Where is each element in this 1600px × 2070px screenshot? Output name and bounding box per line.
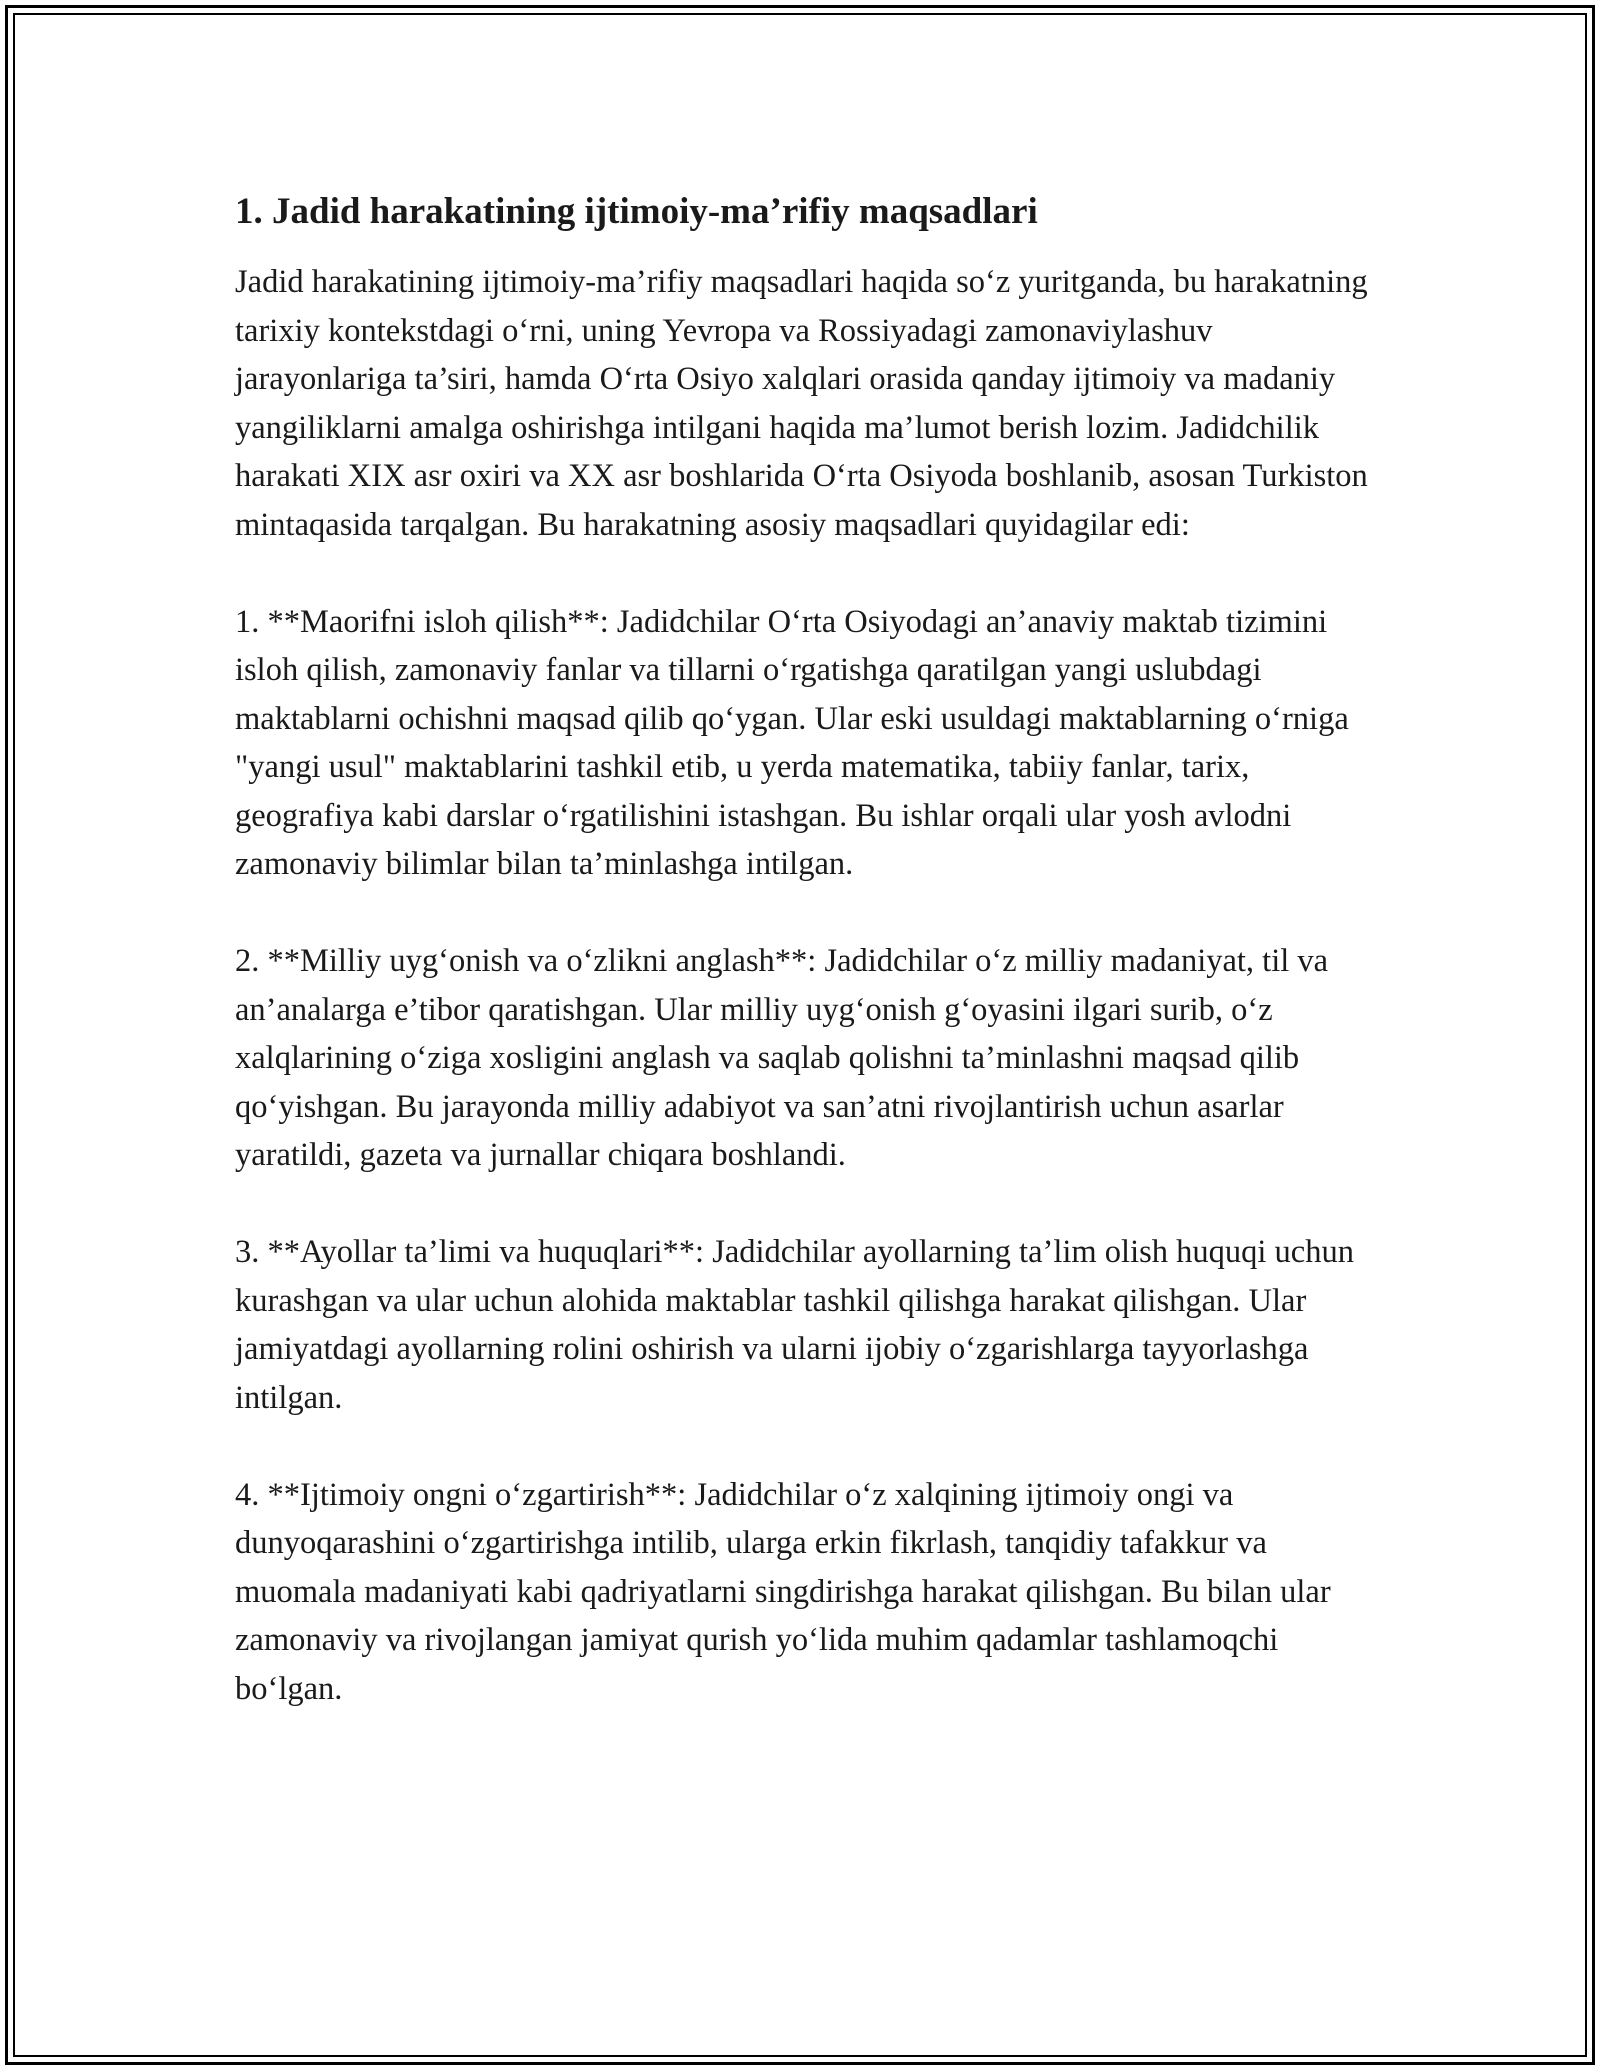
list-item-women-education: 3. **Ayollar ta’limi va huquqlari**: Jadidchilar ayollarning ta’lim olish huquqi uchun kurashgan va ular uchun alohida maktablar tashkil qilishga harakat qilishgan. Ular jamiyatdagi ayollarning rolini oshirish va ularni ijobiy o‘zgarishlarga tayyorlashga intilgan.: [235, 1234, 1354, 1416]
section-heading: 1. Jadid harakatining ijtimoiy-ma’rifiy maqsadlari: [235, 191, 1038, 232]
list-item-education-reform: 1. **Maorifni isloh qilish**: Jadidchilar O‘rta Osiyodagi an’anaviy maktab tizimini isloh qilish, zamonaviy fanlar va tillarni o‘rgatishga qaratilgan yangi uslubdagi maktablarni ochishni maqsad qilib qo‘ygan. Ular eski usuldagi maktablarning o‘rniga "yangi usul" maktablarini tashkil etib, u yerda matematika, tabiiy fanlar, tarix, geografiya kabi darslar o‘rgatilishini istashgan. Bu ishlar orqali ular yosh avlodni zamonaviy bilimlar bilan ta’minlashga intilgan.: [235, 603, 1349, 882]
list-item-national-awakening: 2. **Milliy uyg‘onish va o‘zlikni anglash**: Jadidchilar o‘z milliy madaniyat, til va an’analarga e’tibor qaratishgan. Ular milliy uyg‘onish g‘oyasini ilgari surib, o‘z xalqlarining o‘ziga xosligini anglash va saqlab qolishni ta’minlashni maqsad qilib qo‘yishgan. Bu jarayonda milliy adabiyot va san’atni rivojlantirish uchun asarlar yaratildi, gazeta va jurnallar chiqara boshlandi.: [235, 943, 1329, 1173]
intro-paragraph: Jadid harakatining ijtimoiy-ma’rifiy maqsadlari haqida so‘z yuritganda, bu harakatning tarixiy kontekstdagi o‘rni, uning Yevropa va Rossiyadagi zamonaviylashuv jarayonlariga ta’siri, hamda O‘rta Osiyo xalqlari orasida qanday ijtimoiy va madaniy yangiliklarni amalga oshirishga intilgani haqida ma’lumot berish lozim. Jadidchilik harakati XIX asr oxiri va XX asr boshlarida O‘rta Osiyoda boshlanib, asosan Turkiston mintaqasida tarqalgan. Bu harakatning asosiy maqsadlari quyidagilar edi:: [235, 264, 1368, 543]
document-body: [235, 188, 1385, 1713]
list-item-social-consciousness: 4. **Ijtimoiy ongni o‘zgartirish**: Jadidchilar o‘z xalqining ijtimoiy ongi va dunyoqarashini o‘zgartirishga intilib, ularga erkin fikrlash, tanqidiy tafakkur va muomala madaniyati kabi qadriyatlarni singdirishga harakat qilishgan. Bu bilan ular zamonaviy va rivojlangan jamiyat qurish yo‘lida muhim qadamlar tashlamoqchi bo‘lgan.: [235, 1476, 1331, 1707]
